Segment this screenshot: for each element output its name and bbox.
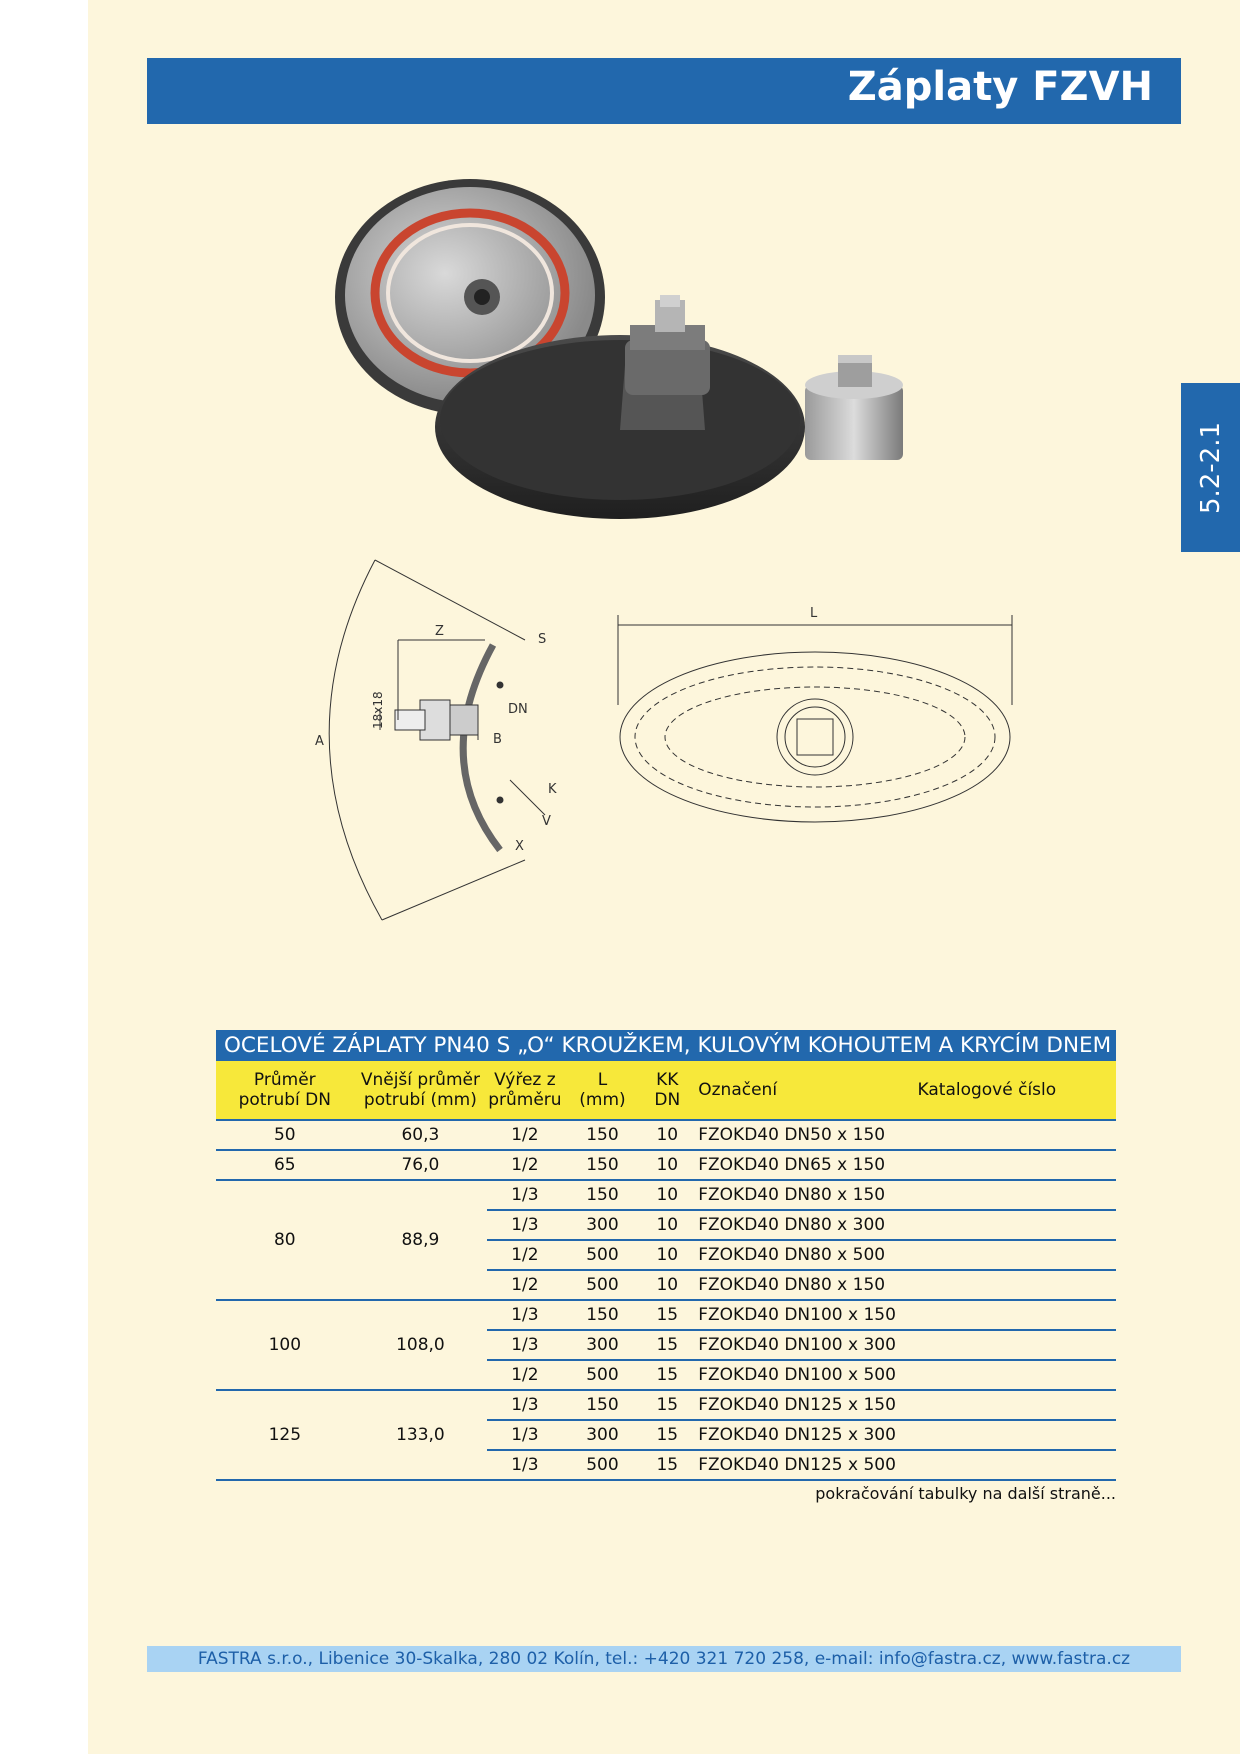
product-table-section xyxy=(216,1030,1116,1481)
cell-kk: 15 xyxy=(642,1390,692,1420)
cell-designation: FZOKD40 DN65 x 150 xyxy=(692,1150,911,1180)
table-header-row xyxy=(216,1061,1116,1120)
cell-cut: 1/3 xyxy=(487,1390,562,1420)
cell-catalog xyxy=(912,1150,1116,1180)
side-view xyxy=(315,560,557,920)
cell-catalog xyxy=(912,1330,1116,1360)
header-dn: Průměr potrubí DN xyxy=(216,1061,354,1120)
cell-cut: 1/2 xyxy=(487,1270,562,1300)
cell-catalog xyxy=(912,1210,1116,1240)
left-margin-strip xyxy=(0,0,88,1754)
cell-kk: 10 xyxy=(642,1120,692,1150)
cell-kk: 10 xyxy=(642,1150,692,1180)
cell-outer-diameter: 108,0 xyxy=(354,1300,488,1390)
cell-kk: 10 xyxy=(642,1240,692,1270)
cell-designation: FZOKD40 DN80 x 300 xyxy=(692,1210,911,1240)
page-title: Záplaty FZVH xyxy=(847,64,1153,110)
cell-kk: 10 xyxy=(642,1210,692,1240)
header-length: L (mm) xyxy=(563,1061,643,1120)
continuation-note: pokračování tabulky na další straně... xyxy=(815,1484,1116,1503)
header-catalog: Katalogové číslo xyxy=(912,1061,1116,1120)
cell-outer-diameter: 133,0 xyxy=(354,1390,488,1480)
cell-length: 300 xyxy=(563,1210,643,1240)
footer-contact: FASTRA s.r.o., Libenice 30-Skalka, 280 02 Kolín, tel.: +420 321 720 258, e-mail: info@fastra.cz, www.fastra.cz xyxy=(147,1646,1181,1672)
cell-designation: FZOKD40 DN125 x 150 xyxy=(692,1390,911,1420)
label-l: L xyxy=(810,606,818,621)
cell-cut: 1/2 xyxy=(487,1360,562,1390)
cell-outer-diameter: 76,0 xyxy=(354,1150,488,1180)
cell-designation: FZOKD40 DN125 x 500 xyxy=(692,1450,911,1480)
cell-length: 150 xyxy=(563,1120,643,1150)
header-kk: KK DN xyxy=(642,1061,692,1120)
cell-length: 150 xyxy=(563,1390,643,1420)
header-outer-diameter: Vnější průměr potrubí (mm) xyxy=(354,1061,488,1120)
cell-cut: 1/2 xyxy=(487,1120,562,1150)
cell-designation: FZOKD40 DN80 x 500 xyxy=(692,1240,911,1270)
cell-dn: 100 xyxy=(216,1300,354,1390)
cell-catalog xyxy=(912,1420,1116,1450)
cell-outer-diameter: 88,9 xyxy=(354,1180,488,1300)
cell-length: 150 xyxy=(563,1180,643,1210)
cell-dn: 65 xyxy=(216,1150,354,1180)
cell-cut: 1/3 xyxy=(487,1330,562,1360)
label-b: B xyxy=(493,732,502,747)
cover-plug xyxy=(805,355,903,460)
label-z: Z xyxy=(435,624,444,639)
table-row xyxy=(216,1390,1116,1420)
header-designation: Označení xyxy=(692,1061,911,1120)
cell-length: 300 xyxy=(563,1330,643,1360)
label-x: X xyxy=(515,839,524,854)
cell-kk: 15 xyxy=(642,1450,692,1480)
cell-kk: 15 xyxy=(642,1360,692,1390)
cell-dn: 50 xyxy=(216,1120,354,1150)
label-k: K xyxy=(548,782,557,797)
top-view xyxy=(618,606,1012,822)
label-s: S xyxy=(538,632,547,647)
table-row xyxy=(216,1300,1116,1330)
cell-cut: 1/2 xyxy=(487,1240,562,1270)
cell-catalog xyxy=(912,1270,1116,1300)
cell-length: 500 xyxy=(563,1360,643,1390)
label-a: A xyxy=(315,734,324,749)
cell-length: 500 xyxy=(563,1270,643,1300)
label-size: 18x18 xyxy=(371,691,385,729)
cell-catalog xyxy=(912,1180,1116,1210)
cell-catalog xyxy=(912,1360,1116,1390)
cell-kk: 15 xyxy=(642,1420,692,1450)
cell-designation: FZOKD40 DN100 x 150 xyxy=(692,1300,911,1330)
cell-designation: FZOKD40 DN50 x 150 xyxy=(692,1120,911,1150)
cell-kk: 10 xyxy=(642,1180,692,1210)
label-dn: DN xyxy=(508,702,528,717)
cell-length: 150 xyxy=(563,1300,643,1330)
table-caption: OCELOVÉ ZÁPLATY PN40 S „O“ KROUŽKEM, KULOVÝM KOHOUTEM A KRYCÍM DNEM xyxy=(216,1030,1116,1061)
cell-cut: 1/3 xyxy=(487,1420,562,1450)
technical-drawing xyxy=(310,555,1030,930)
cell-kk: 15 xyxy=(642,1300,692,1330)
product-table xyxy=(216,1061,1116,1481)
cell-catalog xyxy=(912,1390,1116,1420)
cell-designation: FZOKD40 DN125 x 300 xyxy=(692,1420,911,1450)
cell-designation: FZOKD40 DN80 x 150 xyxy=(692,1180,911,1210)
cell-dn: 80 xyxy=(216,1180,354,1300)
cell-cut: 1/3 xyxy=(487,1180,562,1210)
cell-cut: 1/3 xyxy=(487,1300,562,1330)
cell-length: 500 xyxy=(563,1450,643,1480)
header-cut: Výřez z průměru xyxy=(487,1061,562,1120)
cell-kk: 15 xyxy=(642,1330,692,1360)
table-row xyxy=(216,1120,1116,1150)
section-tab xyxy=(1181,383,1240,552)
table-row xyxy=(216,1180,1116,1210)
cell-cut: 1/3 xyxy=(487,1210,562,1240)
section-tab-label: 5.2-2.1 xyxy=(1195,421,1226,514)
cell-designation: FZOKD40 DN80 x 150 xyxy=(692,1270,911,1300)
table-row xyxy=(216,1150,1116,1180)
cell-catalog xyxy=(912,1450,1116,1480)
cell-outer-diameter: 60,3 xyxy=(354,1120,488,1150)
cell-catalog xyxy=(912,1120,1116,1150)
cell-catalog xyxy=(912,1240,1116,1270)
cell-cut: 1/2 xyxy=(487,1150,562,1180)
product-photo xyxy=(330,165,930,555)
cell-length: 300 xyxy=(563,1420,643,1450)
table-body xyxy=(216,1120,1116,1480)
label-v: V xyxy=(542,814,551,829)
title-bar xyxy=(147,58,1181,124)
cell-kk: 10 xyxy=(642,1270,692,1300)
cell-catalog xyxy=(912,1300,1116,1330)
cell-cut: 1/3 xyxy=(487,1450,562,1480)
cell-dn: 125 xyxy=(216,1390,354,1480)
cell-designation: FZOKD40 DN100 x 300 xyxy=(692,1330,911,1360)
cell-length: 150 xyxy=(563,1150,643,1180)
cell-length: 500 xyxy=(563,1240,643,1270)
cell-designation: FZOKD40 DN100 x 500 xyxy=(692,1360,911,1390)
